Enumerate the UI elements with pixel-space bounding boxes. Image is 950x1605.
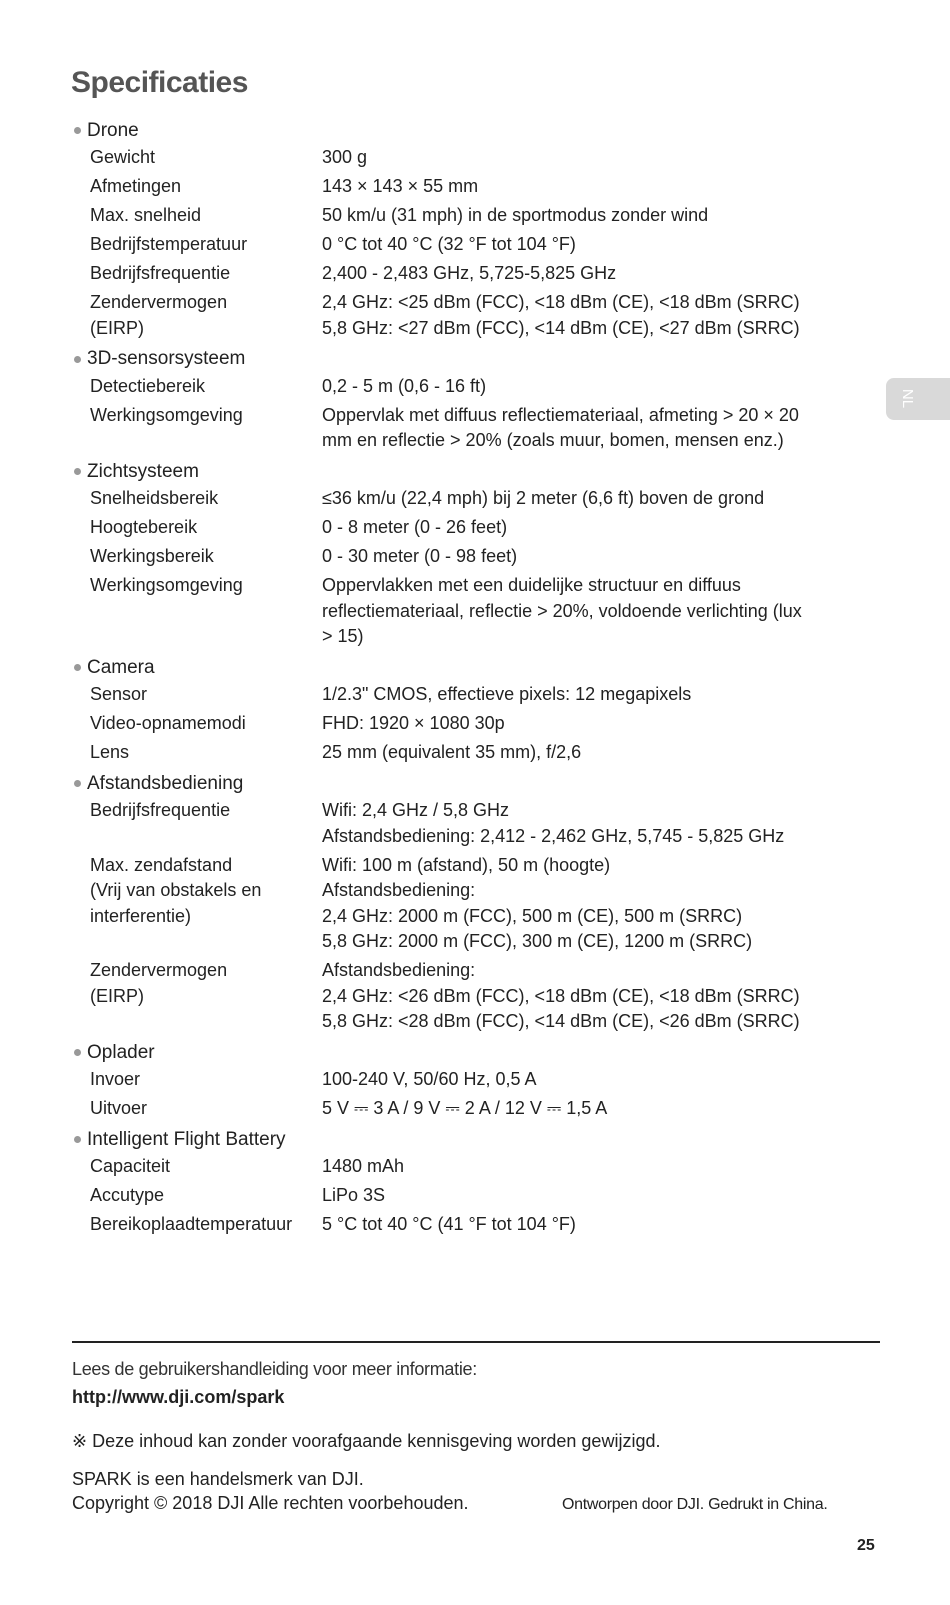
section-heading [72,345,872,374]
spec-label [72,798,322,849]
bullet-icon [74,664,81,671]
bullet-icon [74,780,81,787]
spec-row [72,853,872,959]
spec-label [72,374,322,400]
spec-label-line: Hoogtebereik [90,517,198,537]
spec-value-line: 2,4 GHz: <25 dBm (FCC), <18 dBm (CE), <18 dBm (SRRC) [322,292,800,312]
spec-label-line: Zendervermogen [90,292,228,312]
spec-value [322,1067,872,1093]
spec-row [72,374,872,403]
spec-label [72,174,322,200]
bullet-icon [74,356,81,363]
spec-value-line: 50 km/u (31 mph) in de sportmodus zonder wind [322,205,709,225]
spec-value-line: 2,400 - 2,483 GHz, 5,725-5,825 GHz [322,263,617,283]
spec-value-line: mm en reflectie > 20% (zoals muur, bomen, mensen enz.) [322,430,784,450]
spec-label [72,261,322,287]
footer-divider [72,1341,880,1343]
spec-label [72,232,322,258]
spec-value-line: 300 g [322,147,368,167]
spec-value [322,798,872,849]
spec-row [72,515,872,544]
spec-value [322,515,872,541]
spec-value-line: 5,8 GHz: 2000 m (FCC), 300 m (CE), 1200 m (SRRC) [322,931,753,951]
spec-label [72,573,322,650]
spec-value-line: 25 mm (equivalent 35 mm), f/2,6 [322,742,582,762]
spec-label-line: Bedrijfsfrequentie [90,263,231,283]
spec-value-line: Afstandsbediening: 2,412 - 2,462 GHz, 5,745 - 5,825 GHz [322,825,785,846]
spec-value [322,573,872,650]
spec-value-line: 2,4 GHz: <26 dBm (FCC), <18 dBm (CE), <18 dBm (SRRC) [322,985,800,1006]
spec-value-line: 5 °C tot 40 °C (41 °F tot 104 °F) [322,1214,576,1234]
spec-row [72,486,872,515]
spec-value-line: reflectiemateriaal, reflectie > 20%, voldoende verlichting (lux [322,600,802,621]
spec-label [72,486,322,512]
spec-value [322,1154,872,1180]
spec-value-line: 5 V ⎓ 3 A / 9 V ⎓ 2 A / 12 V ⎓ 1,5 A [322,1098,608,1118]
spec-row [72,573,872,653]
section-title: Zichtsysteem [87,460,199,482]
section-heading [72,116,872,145]
spec-label [72,1154,322,1180]
spec-value-line: Oppervlak met diffuus reflectiemateriaal, afmeting > 20 × 20 [322,404,799,425]
spec-value [322,711,872,737]
spec-row [72,232,872,261]
manual-link[interactable]: http://www.dji.com/spark [72,1387,285,1407]
page-number: 25 [857,1537,875,1554]
bullet-icon [74,127,81,134]
spec-label-line: Invoer [90,1069,141,1089]
spec-label-line: Max. zendafstand [90,854,233,875]
spec-value-line: 1480 mAh [322,1156,405,1176]
spec-label-line: Sensor [90,684,148,704]
spec-label [72,515,322,541]
spec-label-line: Accutype [90,1185,165,1205]
disclaimer: ※ Deze inhoud kan zonder voorafgaande kennisgeving worden gewijzigd. [72,1431,661,1451]
spec-label-line: Uitvoer [90,1098,148,1118]
section-title: Oplader [87,1041,155,1063]
spec-value [322,486,872,512]
spec-label-line: Bereikoplaadtemperatuur [90,1214,293,1234]
spec-value [322,374,872,400]
manual-note: Lees de gebruikershandleiding voor meer informatie: [72,1359,477,1379]
spec-label-line: Detectiebereik [90,375,206,396]
spec-value-line: Afstandsbediening: [322,880,476,900]
spec-label [72,1212,322,1238]
spec-value-line: Wifi: 2,4 GHz / 5,8 GHz [322,800,510,820]
spec-row [72,958,872,1038]
spec-row [72,261,872,290]
spec-value [322,232,872,258]
section-heading [72,769,872,798]
spec-value [322,145,872,171]
spec-row [72,682,872,711]
spec-label [72,145,322,171]
spec-label-line: Video-opnamemodi [90,713,246,733]
spec-value [322,1096,872,1122]
spec-label [72,403,322,454]
section-title: 3D-sensorsysteem [87,348,246,369]
spec-label [72,958,322,1035]
spec-label-line: Max. snelheid [90,205,202,225]
spec-value [322,1183,872,1209]
spec-value-line: Wifi: 100 m (afstand), 50 m (hoogte) [322,854,611,875]
spec-value [322,174,872,200]
section-title: Afstandsbediening [87,772,244,794]
section-heading [72,1038,872,1067]
spec-row [72,544,872,573]
spec-row [72,290,872,345]
spec-value-line: Oppervlakken met een duidelijke structuur en diffuus [322,575,741,595]
spec-label [72,1183,322,1209]
spec-label-line: interferentie) [90,905,192,926]
spec-value-line: 5,8 GHz: <28 dBm (FCC), <14 dBm (CE), <26 dBm (SRRC) [322,1011,800,1031]
spec-label [72,853,322,955]
spec-row [72,174,872,203]
section-title: Intelligent Flight Battery [87,1128,286,1150]
spec-label-line: Gewicht [90,147,156,167]
spec-value-line: ≤36 km/u (22,4 mph) bij 2 meter (6,6 ft) boven de grond [322,488,765,508]
spec-label [72,290,322,341]
spec-label-line: Werkingsbereik [90,546,214,566]
page-title: Specificaties [71,66,248,99]
spec-row [72,711,872,740]
spec-label [72,1096,322,1122]
bullet-icon [74,468,81,475]
spec-value-line: 1/2.3" CMOS, effectieve pixels: 12 megapixels [322,684,692,704]
spec-row [72,403,872,458]
spec-value-line: > 15) [322,626,364,646]
spec-value-line: 5,8 GHz: <27 dBm (FCC), <14 dBm (CE), <27 dBm (SRRC) [322,317,800,338]
spec-value-line: LiPo 3S [322,1185,386,1205]
spec-label-line: Afmetingen [90,176,182,196]
spec-value [322,290,872,341]
bullet-icon [74,1136,81,1143]
spec-label-line: Werkingsomgeving [90,575,243,595]
spec-row [72,1154,872,1183]
spec-label [72,203,322,229]
section-heading [72,1125,872,1154]
section-title: Drone [87,119,139,141]
spec-label-line: Snelheidsbereik [90,488,219,508]
section-heading [72,457,872,486]
spec-label-line: (EIRP) [90,317,144,338]
spec-label-line: Zendervermogen [90,960,228,980]
spec-label-line: Bedrijfsfrequentie [90,800,231,820]
spec-value [322,1212,872,1238]
spec-value-line: 0 - 30 meter (0 - 98 feet) [322,546,518,566]
spec-value [322,403,872,454]
spec-value-line: 100-240 V, 50/60 Hz, 0,5 A [322,1069,537,1089]
spec-value-line: FHD: 1920 × 1080 30p [322,713,505,733]
spec-label [72,740,322,766]
trademark-note: SPARK is een handelsmerk van DJI. [72,1469,364,1489]
spec-row [72,1067,872,1096]
spec-row [72,798,872,853]
copyright-note: Copyright © 2018 DJI Alle rechten voorbehouden. [72,1493,469,1513]
spec-label-line: (Vrij van obstakels en [90,880,262,900]
specifications-list [72,116,872,1241]
spec-row [72,203,872,232]
spec-value [322,261,872,287]
section-heading [72,653,872,682]
spec-label [72,544,322,570]
spec-label [72,682,322,708]
spec-row [72,1183,872,1212]
spec-row [72,145,872,174]
spec-value [322,853,872,955]
bullet-icon [74,1049,81,1056]
spec-label [72,1067,322,1093]
spec-value-line: 0,2 - 5 m (0,6 - 16 ft) [322,375,487,396]
section-title: Camera [87,656,155,678]
designed-note: Ontworpen door DJI. Gedrukt in China. [562,1496,828,1513]
spec-value-line: 2,4 GHz: 2000 m (FCC), 500 m (CE), 500 m (SRRC) [322,905,743,926]
spec-row [72,740,872,769]
language-tab [886,378,950,420]
spec-label-line: Werkingsomgeving [90,404,243,425]
spec-label-line: Bedrijfstemperatuur [90,234,248,254]
spec-label [72,711,322,737]
spec-value [322,203,872,229]
spec-value-line: 0 - 8 meter (0 - 26 feet) [322,517,508,537]
spec-value-line: 0 °C tot 40 °C (32 °F tot 104 °F) [322,234,576,254]
language-tab-label: NL [899,388,917,409]
spec-row [72,1212,872,1241]
spec-value [322,740,872,766]
spec-row [72,1096,872,1125]
spec-label-line: (EIRP) [90,985,144,1006]
spec-label-line: Lens [90,742,130,762]
spec-value [322,958,872,1035]
spec-label-line: Capaciteit [90,1156,171,1176]
spec-value-line: Afstandsbediening: [322,960,476,980]
spec-value-line: 143 × 143 × 55 mm [322,176,479,196]
spec-value [322,682,872,708]
spec-value [322,544,872,570]
